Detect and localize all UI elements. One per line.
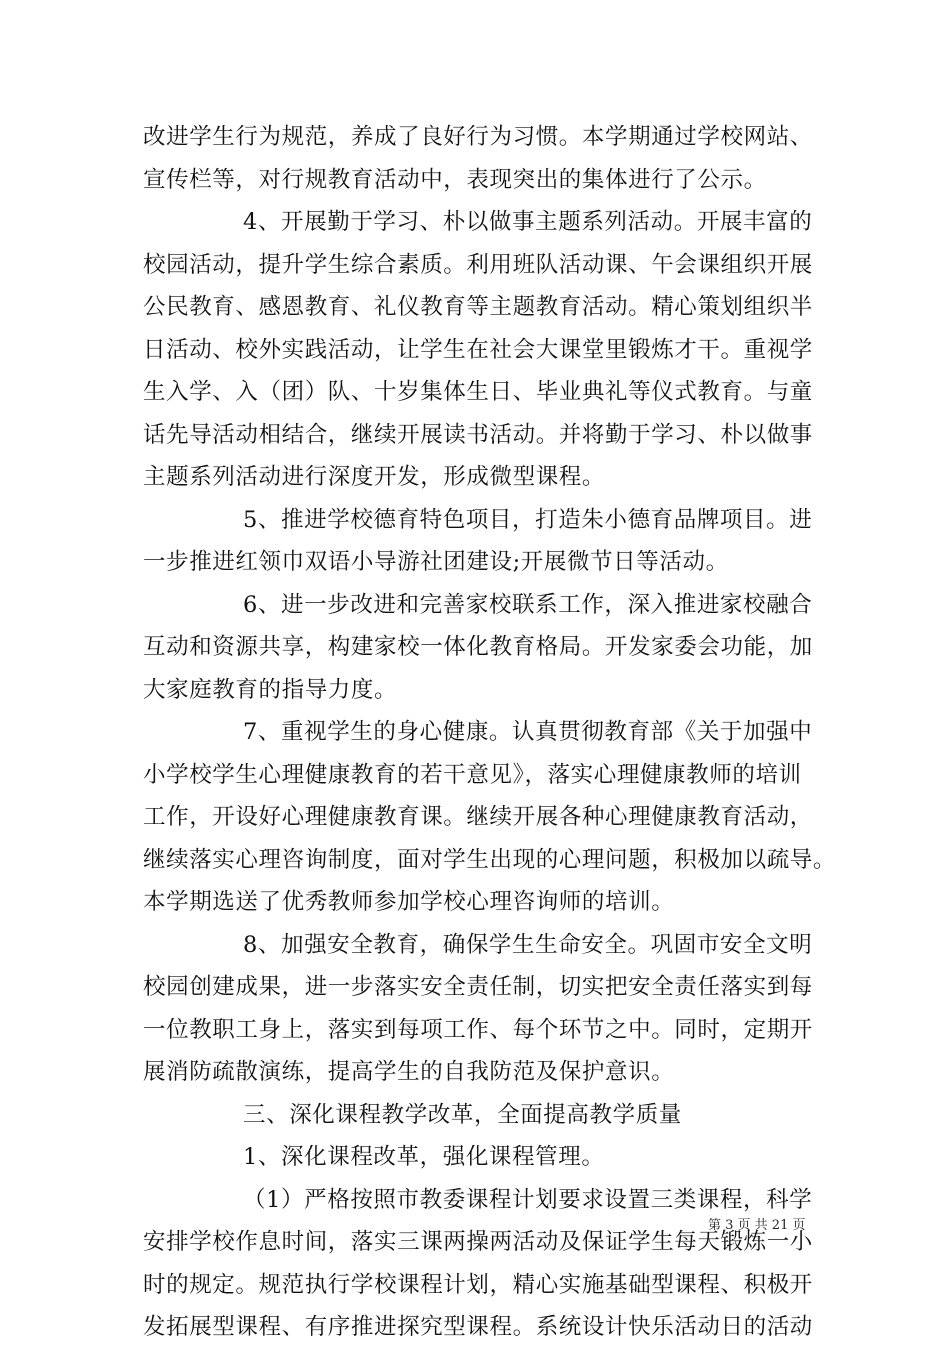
text-line: 大家庭教育的指导力度。	[143, 676, 398, 703]
text-line: 工作，开设好心理健康教育课。继续开展各种心理健康教育活动，	[143, 804, 813, 830]
paragraph-start: 7、重视学生的身心健康。认真贯彻教育部《关于加强中	[243, 719, 813, 745]
text-line: 宣传栏等，对行规教育活动中，表现突出的集体进行了公示。	[143, 166, 767, 193]
paragraph-start: （1）严格按照市教委课程计划要求设置三类课程，科学	[243, 1186, 813, 1213]
page-number: 第 3 页 共 21 页	[708, 1218, 806, 1233]
paragraph-start: 4、开展勤于学习、朴以做事主题系列活动。开展丰富的	[243, 209, 813, 235]
text-line: 小学校学生心理健康教育的若干意见》，落实心理健康教师的培训	[143, 761, 802, 788]
text-line: 公民教育、感恩教育、礼仪教育等主题教育活动。精心策划组织半	[143, 294, 813, 320]
paragraph-start: 5、推进学校德育特色项目，打造朱小德育品牌项目。进	[243, 506, 813, 533]
paragraph-start: 6、进一步改进和完善家校联系工作，深入推进家校融合	[243, 591, 813, 618]
text-line: 时的规定。规范执行学校课程计划，精心实施基础型课程、积极开	[143, 1271, 813, 1298]
text-line: 继续落实心理咨询制度，面对学生出现的心理问题，积极加以疏导。	[143, 846, 837, 873]
subsection-heading: 1、深化课程改革，强化课程管理。	[243, 1144, 605, 1170]
paragraph-start: 8、加强安全教育，确保学生生命安全。巩固市安全文明	[243, 931, 813, 958]
text-line: 校园活动，提升学生综合素质。利用班队活动课、午会课组织开展	[143, 251, 813, 278]
document-body	[143, 116, 837, 1349]
text-line: 互动和资源共享，构建家校一体化教育格局。开发家委会功能，加	[143, 634, 813, 660]
text-line: 话先导活动相结合，继续开展读书活动。并将勤于学习、朴以做事	[143, 421, 813, 448]
text-line: 发拓展型课程、有序推进探究型课程。系统设计快乐活动日的活动	[143, 1314, 813, 1340]
text-line: 日活动、校外实践活动，让学生在社会大课堂里锻炼才干。重视学	[143, 336, 813, 363]
text-line: 展消防疏散演练，提高学生的自我防范及保护意识。	[143, 1059, 675, 1085]
text-line: 一步推进红领巾双语小导游社团建设;开展微节日等活动。	[143, 549, 729, 575]
section-heading: 三、深化课程教学改革，全面提高教学质量	[243, 1101, 682, 1128]
text-line: 生入学、入（团）队、十岁集体生日、毕业典礼等仪式教育。与童	[143, 379, 813, 405]
text-line: 安排学校作息时间，落实三课两操两活动及保证学生每天锻炼一小	[143, 1229, 813, 1255]
text-line: 主题系列活动进行深度开发，形成微型课程。	[143, 464, 606, 490]
text-line: 一位教职工身上，落实到每项工作、每个环节之中。同时，定期开	[143, 1016, 813, 1043]
text-line: 本学期选送了优秀教师参加学校心理咨询师的培训。	[143, 889, 675, 915]
text-line: 改进学生行为规范，养成了良好行为习惯。本学期通过学校网站、	[143, 124, 813, 150]
text-line: 校园创建成果，进一步落实安全责任制，切实把安全责任落实到每	[143, 974, 813, 1000]
